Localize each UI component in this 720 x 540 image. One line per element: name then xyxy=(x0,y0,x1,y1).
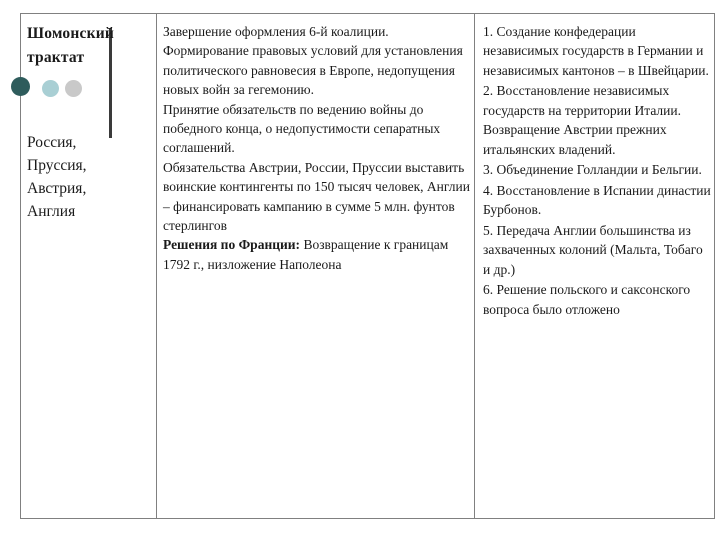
treaty-title: Шомонский трактат xyxy=(27,25,114,66)
decisions-list xyxy=(483,22,713,320)
decisions-column xyxy=(474,14,714,518)
decorative-dot-grey xyxy=(65,80,82,97)
terms-paragraph-contingents: Обязательства Австрии, России, Пруссии выставить воинские контингенты по 150 тысяч человек, Англии – финансировать кампанию в сумме 5 млн. фунтов стерлингов xyxy=(163,159,470,234)
terms-paragraph-obligations: Принятие обязательств по ведению войны до победного конца, о недопустимости сепаратных соглашений. xyxy=(163,101,441,156)
decision-item: 1. Создание конфедерации независимых государств в Германии и независимых кантонов – в Швейцарии. xyxy=(483,24,709,78)
terms-text xyxy=(163,22,471,274)
table-frame xyxy=(20,13,715,519)
decision-item: 6. Решение польского и саксонского вопроса было отложено xyxy=(483,282,691,317)
terms-paragraph-france xyxy=(163,235,471,274)
france-label: Решения по Франции: xyxy=(163,237,301,253)
terms-paragraph-coalition: Завершение оформления 6-й коалиции. Формирование правовых условий для установления политического равновесия в Европе, недопущения новых войн за гегемонию. xyxy=(163,24,463,98)
decorative-dot-light xyxy=(42,80,59,97)
terms-column xyxy=(156,14,475,518)
treaty-column xyxy=(21,14,157,518)
decision-item: 5. Передача Англии большинства из захваченных колоний (Мальта, Тобаго и др.) xyxy=(483,222,703,277)
decision-item: 2. Восстановление независимых государств на территории Италии. Возвращение Австрии прежних итальянских владений. xyxy=(483,83,681,157)
france-text: Возвращение к границам 1792 г., низложение Наполеона xyxy=(163,237,449,272)
decision-item: 3. Объединение Голландии и Бельгии. xyxy=(483,162,702,178)
decorative-dot-dark xyxy=(11,77,30,96)
decision-item: 4. Восстановление в Испании династии Бурбонов. xyxy=(483,182,711,218)
treaty-countries: Россия, Пруссия, Австрия, Англия xyxy=(27,134,87,220)
